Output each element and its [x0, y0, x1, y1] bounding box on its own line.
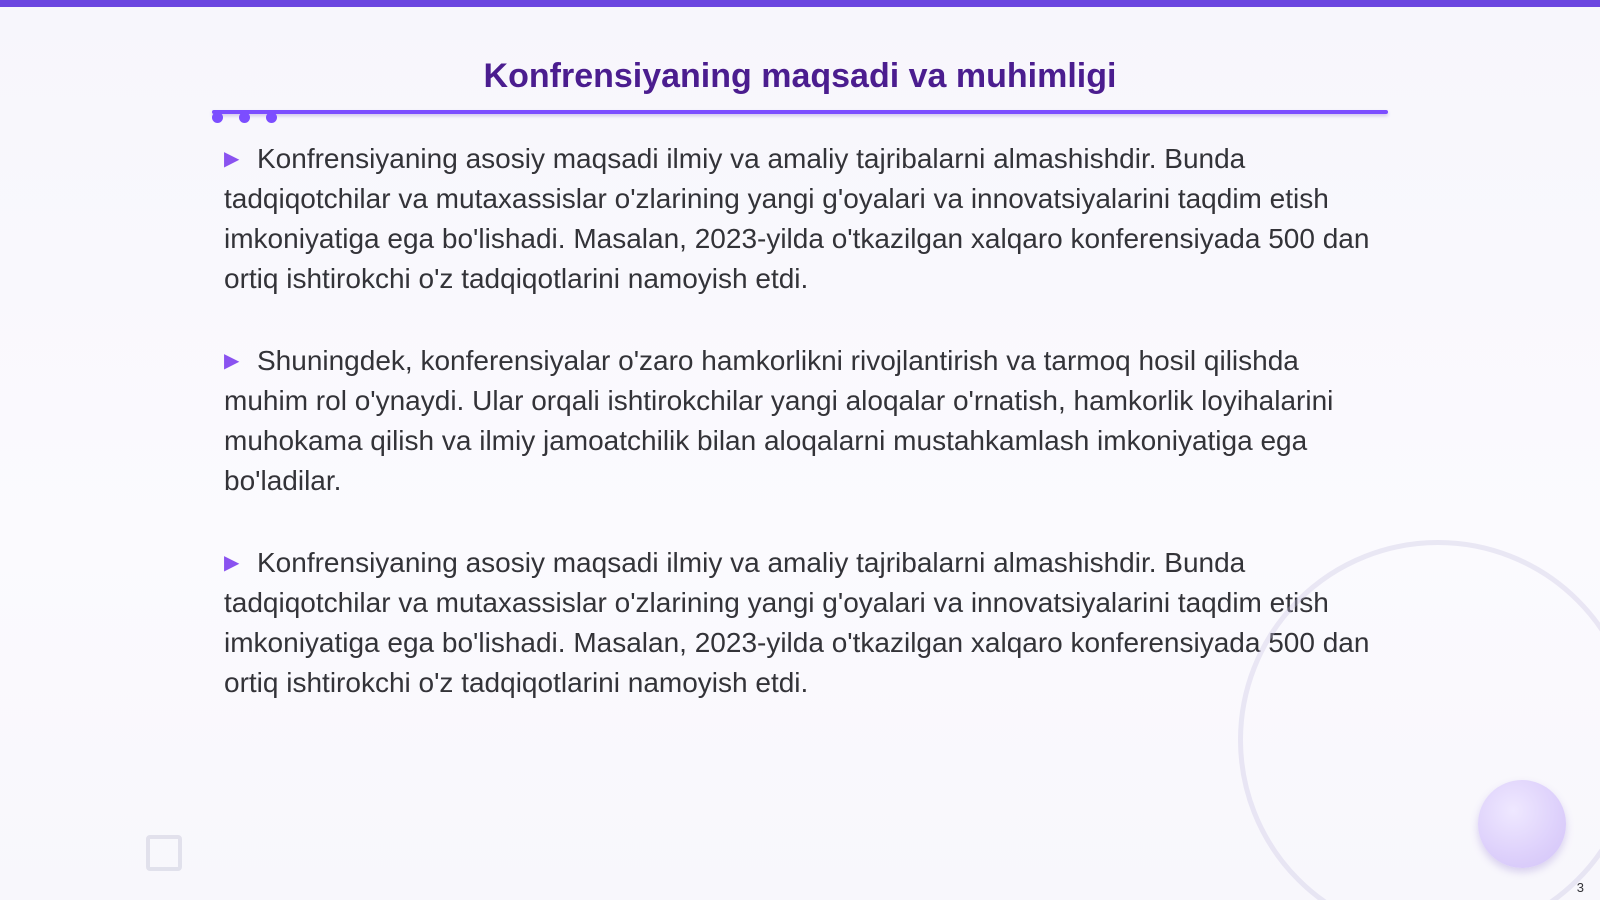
slide-title: Konfrensiyaning maqsadi va muhimligi — [483, 57, 1117, 95]
bullet-text: Shuningdek, konferensiyalar o'zaro hamkorlikni rivojlantirish va tarmoq hosil qilishda muhim rol o'ynaydi. Ular orqali ishtirokchilar yangi aloqalar o'rnatish, hamkorlik loyihalarini muhokama qilish va ilmiy jamoatchilik bilan aloqalarni mustahkamlash imkoniyatiga ega bo'ladilar. — [224, 345, 1334, 496]
decorative-dot — [212, 112, 223, 123]
title-underline — [212, 110, 1388, 114]
bullet-item — [224, 139, 1374, 299]
top-accent-bar — [0, 0, 1600, 7]
bullet-text: Konfrensiyaning asosiy maqsadi ilmiy va amaliy tajribalarni almashishdir. Bunda tadqiqotchilar va mutaxassislar o'zlarining yangi g'oyalari va innovatsiyalarini taqdim etish imkoniyatiga ega bo'lishadi. Masalan, 2023-yilda o'tkazilgan xalqaro konferensiyada 500 dan ortiq ishtirokchi o'z tadqiqotlarini namoyish etdi. — [224, 143, 1370, 294]
decorative-dot — [266, 112, 277, 123]
bullet-item — [224, 543, 1374, 703]
bullet-item — [224, 341, 1374, 501]
triangle-right-icon: ▶ — [224, 148, 240, 170]
decorative-bubble — [1478, 780, 1566, 868]
triangle-right-icon: ▶ — [224, 552, 240, 574]
bullet-list — [224, 139, 1374, 745]
decorative-dot — [239, 112, 250, 123]
triangle-right-icon: ▶ — [224, 350, 240, 372]
decorative-square — [146, 835, 182, 871]
page-number: 3 — [1576, 880, 1584, 895]
bullet-text: Konfrensiyaning asosiy maqsadi ilmiy va amaliy tajribalarni almashishdir. Bunda tadqiqotchilar va mutaxassislar o'zlarining yangi g'oyalari va innovatsiyalarini taqdim etish imkoniyatiga ega bo'lishadi. Masalan, 2023-yilda o'tkazilgan xalqaro konferensiyada 500 dan ortiq ishtirokchi o'z tadqiqotlarini namoyish etdi. — [224, 547, 1370, 698]
